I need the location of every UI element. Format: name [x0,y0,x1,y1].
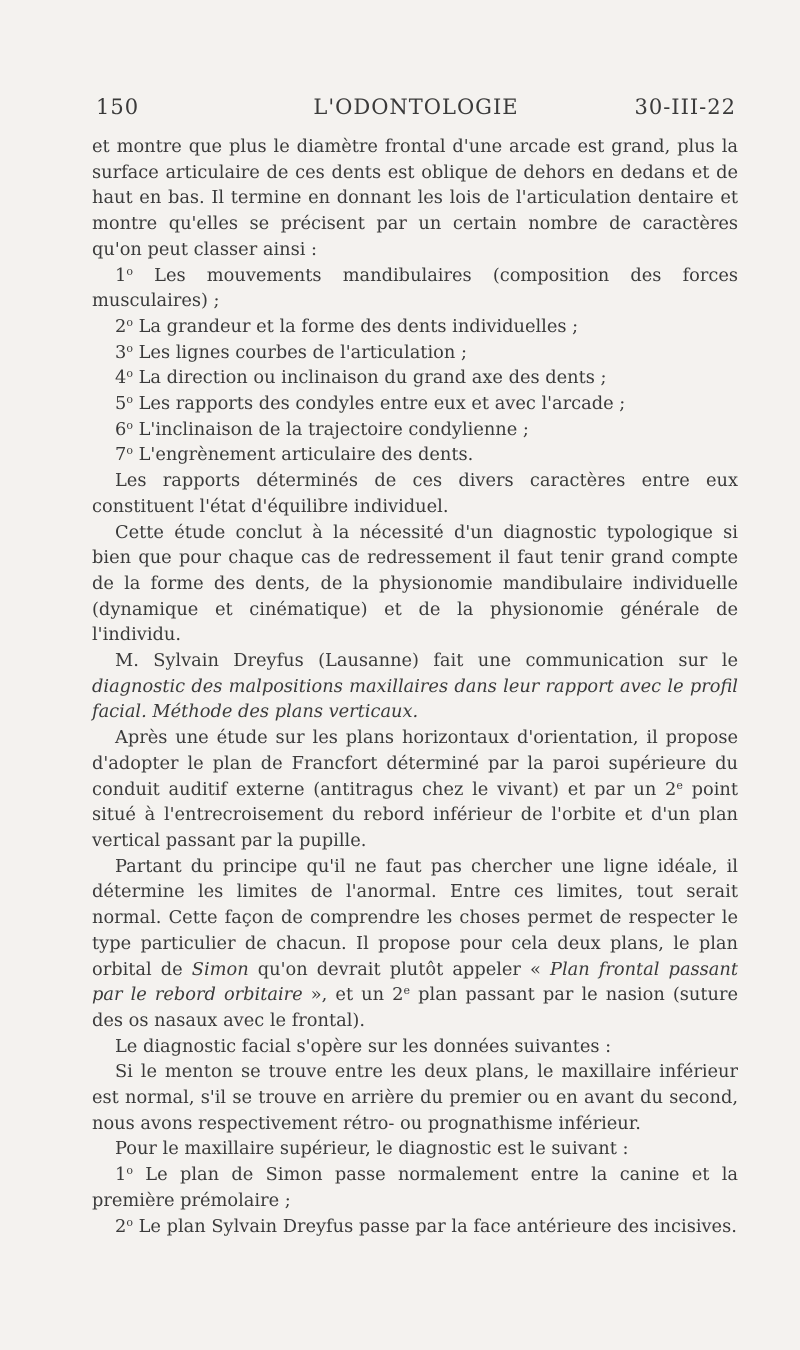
paragraph [92,854,738,1034]
ordinal-mark: o [126,392,133,406]
list-item-text: L'engrènement articulaire des dents. [132,444,474,466]
list-number: 4 [115,367,127,389]
paragraph: Pour le maxillaire supérieur, le diagnostic est le suivant : [115,1138,629,1160]
ordinal-mark: e [403,984,411,998]
paragraph-text: point situé à l'entrecroisement du rebord inférieur de l'orbite et d'un plan vertical passant par la pupille. [92,778,738,851]
list-item-text: Les rapports des condyles entre eux et avec l'arcade ; [132,393,626,415]
list-item [92,442,738,468]
list-item [92,391,738,417]
ordinal-mark: o [126,418,133,432]
list-item-text: La direction ou inclinaison du grand axe des dents ; [132,367,607,389]
paragraph: Si le menton se trouve entre les deux plans, le maxillaire inférieur est normal, s'il se trouve en arrière du premier ou en avant du second, nous avons respectivement rétro- ou prognathisme inférieur. [92,1061,738,1134]
list-item-text: Le plan Sylvain Dreyfus passe par la face antérieure des incisives. [132,1215,737,1237]
issue-date: 30-III-22 [634,95,736,119]
ordinal-mark: o [126,341,133,355]
list-item-text: La grandeur et la forme des dents individuelles ; [132,315,579,337]
paragraph: et montre que plus le diamètre frontal d'une arcade est grand, plus la surface articulaire de ces dents est oblique de dehors en dedans et de haut en bas. Il termine en donnant les lois de l'articulation dentaire et montre qu'elles se précisent par un certain nombre de caractères qu'on peut classer ainsi : [92,136,738,260]
paragraph: Cette étude conclut à la nécessité d'un diagnostic typologique si bien que pour chaque cas de redressement il faut tenir grand compte de la forme des dents, de la physionomie mandibulaire individuelle (dynamique et cinématique) et de la physionomie générale de l'individu. [92,521,738,646]
paragraph-text: plan passant par le nasion (suture des os nasaux avec le frontal). [92,984,738,1031]
paragraph-text: Partant du principe qu'il ne faut pas chercher une ligne idéale, il détermine les limites de l'anormal. Entre ces limites, tout serait normal. Cette façon de comprendre les choses permet de respecter le type particulier de chacun. Il propose pour cela deux plans, le plan orbital de [92,855,738,980]
running-header [96,95,736,125]
paragraph-text: qu'on devrait plutôt appeler « [248,958,550,980]
journal-title: L'ODONTOLOGIE [313,95,519,119]
list-number: 1 [115,1164,127,1186]
ordinal-mark: o [126,367,133,381]
paragraph [92,648,738,725]
italic-term: Plan frontal passant par le rebord orbitaire [92,958,738,1006]
list-item-text: Les lignes courbes de l'articulation ; [132,341,467,363]
communication-title: diagnostic des malpositions maxillaires dans leur rapport avec le profil facial. Méthode des plans verticaux. [92,675,738,723]
list-number: 5 [115,393,127,415]
list-item [92,1214,738,1240]
paragraph-text: M. Sylvain Dreyfus (Lausanne) fait une communication sur le [115,650,738,672]
list-item-text: Les mouvements mandibulaires (composition des forces musculaires) ; [92,264,738,312]
paragraph: Les rapports déterminés de ces divers caractères entre eux constituent l'état d'équilibre individuel. [92,470,738,517]
list-item [92,417,738,443]
list-item [92,340,738,366]
characteristics-list [92,263,738,469]
paragraph [92,725,738,854]
ordinal-mark: o [126,444,133,458]
list-item [92,314,738,340]
list-number: 2 [115,315,127,337]
paragraph-text: Après une étude sur les plans horizontaux d'orientation, il propose d'adopter le plan de Francfort déterminé par la paroi supérieure du conduit auditif externe (antitragus chez le vivant) et par un 2 [92,727,738,800]
page-number: 150 [96,95,140,119]
list-item [92,1162,738,1213]
body-text [92,134,738,1239]
ordinal-mark: e [676,778,683,792]
list-item-text: Le plan de Simon passe normalement entre la canine et la première prémolaire ; [92,1164,738,1211]
list-number: 2 [115,1215,127,1237]
list-item [92,263,738,314]
list-number: 6 [115,418,127,440]
list-number: 1 [115,264,127,286]
paragraph-text: », et un 2 [302,984,404,1006]
ordinal-mark: o [126,264,133,278]
list-number: 3 [115,341,127,363]
italic-name: Simon [191,958,249,980]
ordinal-mark: o [126,1164,133,1178]
diagnosis-list [92,1162,738,1239]
list-number: 7 [115,444,127,466]
ordinal-mark: o [126,315,133,329]
ordinal-mark: o [126,1215,133,1229]
list-item [92,365,738,391]
paragraph: Le diagnostic facial s'opère sur les données suivantes : [115,1035,612,1057]
list-item-text: L'inclinaison de la trajectoire condylienne ; [132,418,529,440]
